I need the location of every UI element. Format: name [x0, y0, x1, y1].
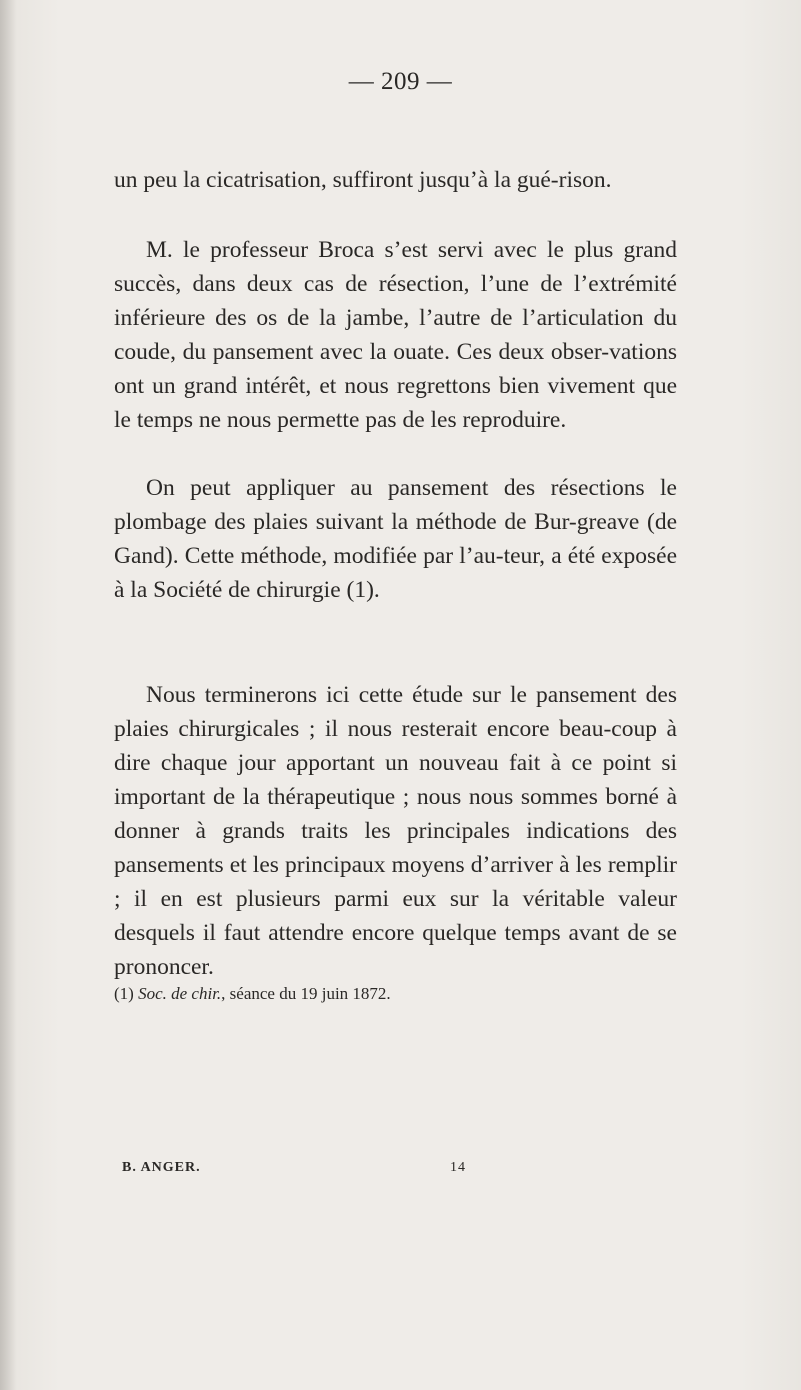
- paragraph-4: [114, 678, 677, 984]
- page-number: — 209 —: [348, 68, 453, 95]
- signature-author: B. ANGER.: [122, 1160, 201, 1175]
- paragraph-text: On peut appliquer au pansement des résections le plombage des plaies suivant la méthode de Bur-greave (de Gand). Cette méthode, modifiée par l’au-teur, a été exposée à la Société de chirurgie (1).: [114, 475, 677, 603]
- gutter-shadow: [0, 0, 16, 1390]
- paragraph-text: un peu la cicatrisation, suffiront jusqu’à la gué-rison.: [114, 167, 612, 193]
- footnote-marker: (1): [114, 984, 139, 1003]
- signature-number: 14: [450, 1160, 466, 1175]
- footnote-source: Soc. de chir.: [138, 984, 222, 1003]
- paragraph-text: Nous terminerons ici cette étude sur le pansement des plaies chirurgicales ; il nous resterait encore beau-coup à dire chaque jour apportant un nouveau fait à ce point si important de la thérapeutique ; nous nous sommes borné à donner à grands traits les principales indications des pansements et les principaux moyens d’arriver à les remplir ; il en est plusieurs parmi eux sur la véritable valeur desquels il faut attendre encore quelque temps avant de se prononcer.: [114, 682, 677, 980]
- paragraph-text: M. le professeur Broca s’est servi avec le plus grand succès, dans deux cas de résection, l’une de l’extrémité inférieure des os de la jambe, l’autre de l’articulation du coude, du pansement avec la ouate. Ces deux obser-vations ont un grand intérêt, et nous regrettons bien vivement que le temps ne nous permette pas de les reproduire.: [114, 237, 677, 433]
- footnote-detail: , séance du 19 juin 1872.: [221, 984, 391, 1003]
- paragraph-1: [114, 163, 677, 197]
- footnote: [114, 982, 677, 1006]
- paragraph-3: [114, 471, 677, 607]
- paragraph-2: [114, 233, 677, 437]
